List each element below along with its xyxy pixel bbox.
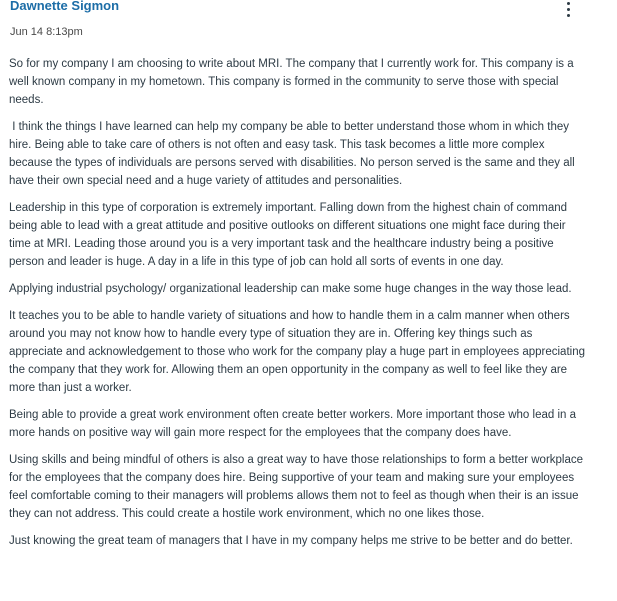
post-paragraph: I think the things I have learned can help my company be able to better understand those whom in which they hire. Being able to take care of others is not often and easy task. This task becomes a little more complex because the types of individuals are persons served with disabilities. No person served is the same and they all have their own special need and a huge variety of attitudes and personalities. [9, 121, 578, 187]
kebab-dot [567, 8, 570, 11]
kebab-dot [567, 14, 570, 17]
more-vertical-icon[interactable] [561, 1, 577, 19]
kebab-dot [567, 2, 570, 5]
post-paragraph: So for my company I am choosing to write about MRI. The company that I currently work for. This company is a well known company in my hometown. This company is formed in the community to serve those with special needs. [9, 58, 574, 106]
post-body [9, 55, 585, 559]
post-paragraph: Being able to provide a great work environment often create better workers. More important those who lead in a more hands on positive way will gain more respect for the employees that the company does have. [9, 409, 576, 439]
author-name[interactable]: Dawnette Sigmon [10, 0, 120, 13]
post-paragraph: It teaches you to be able to handle variety of situations and how to handle them in a calm manner when others around you may not know how to handle every type of situation they are in. Offering key things such as appreciate and acknowledgement to those who work for the company play a huge part in employees appreciating the company that they work for. Allowing them an open opportunity in the company as well to feel like they are more than just a worker. [9, 310, 585, 394]
post-paragraph: Just knowing the great team of managers that I have in my company helps me strive to be better and do better. [9, 535, 573, 547]
post-paragraph: Leadership in this type of corporation is extremely important. Falling down from the highest chain of command being able to lead with a great attitude and positive outlooks on different situations one might face during their time at MRI. Leading those around you is a very important task and the healthcare industry being a positive person and leader is huge. A day in a life in this type of job can hold all sorts of events in one day. [9, 202, 568, 268]
post-paragraph: Using skills and being mindful of others is also a great way to have those relationships to form a better workplace for the employees that the company does hire. Being supportive of your team and making sure your employees feel comfortable coming to their managers will problems allows them not to feel as though when their is an issue they can not address. This could create a hostile work environment, which no one likes those. [9, 454, 584, 520]
post-paragraph: Applying industrial psychology/ organizational leadership can make some huge changes in the way those lead. [9, 283, 572, 295]
post-timestamp: Jun 14 8:13pm [10, 26, 83, 38]
